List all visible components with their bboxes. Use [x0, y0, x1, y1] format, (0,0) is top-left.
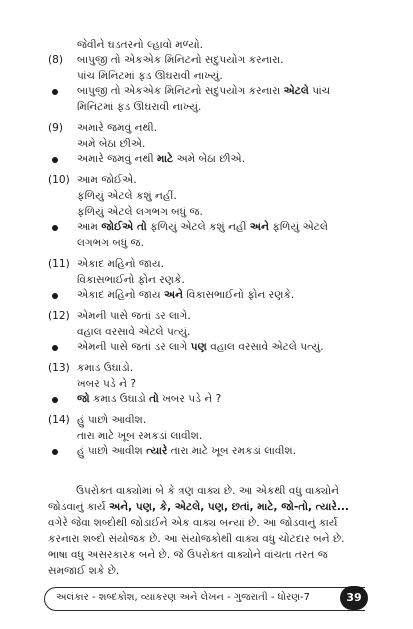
text-line: ફળિયું એટલે લગભગ બધું જ.: [77, 206, 203, 218]
item-number: (14): [48, 414, 70, 426]
connector-word: માટે: [156, 153, 174, 165]
text-line: એમની પાસે જતાં ડર લાગે.: [77, 310, 191, 322]
bullet-icon: [52, 397, 58, 403]
connector-word: ત્યારે: [146, 445, 168, 457]
paragraph-line: ભાષા વધુ અસરકારક બને છે. જે ઉપરોક્ત વાક્યોને વાંચતા તરત જ: [48, 549, 328, 561]
text-line: જેવીને ઘડતરનો લ્હાવો મળ્યો.: [77, 39, 204, 51]
connector-word: જોઈએ તો: [101, 221, 147, 233]
text-line: બાપુજી તો એકએક મિનિટનો સદુપયોગ કરનારા.: [77, 54, 284, 66]
combined-sentence: અમારે જમવું નથી માટે અમે બેઠા છીએ.: [77, 153, 246, 165]
text-line: પાંચ મિનિટમાં ફડ ઊઘરાવી નાખ્યું.: [77, 70, 223, 82]
text-line: ખબર પડે ને ?: [77, 378, 137, 390]
text-line: અમારે જમવું નથી.: [77, 122, 157, 134]
paragraph-line: સમજાઈ શકે છે.: [48, 565, 120, 577]
item-number: (10): [48, 174, 70, 186]
text-line: લગભગ બધું જ.: [77, 237, 144, 249]
item-number: (12): [48, 310, 70, 322]
bullet-icon: [52, 225, 58, 231]
text-line: ફળિયું એટલે કશું નહીં.: [77, 190, 177, 202]
combined-sentence: હું પાછો આવીશ ત્યારે તારા માટે ખૂબ રમકડાં લાવીશ.: [77, 445, 297, 457]
connector-word: તો: [149, 393, 159, 405]
connector-list: અને, પણ, કે, એટલે, પણ, છતાં, માટે, જો-તો, ત્યારે...: [109, 501, 349, 513]
paragraph-line: કરનારા શબ્દો સંયોજક છે. આ સંયોજકોથી વાક્ય વધુ ચોટદાર બને છે.: [48, 533, 345, 545]
item-number: (8): [48, 54, 64, 66]
text-line: વિકાસભાઈનો ફોન રણકે.: [77, 274, 185, 286]
text-line: એકાદ મહિનો જાય.: [77, 258, 164, 270]
paragraph-line: ઉપરોક્ત વાક્યોમાં બે કે ત્રણ વાક્ય છે. આ એકથી વધુ વાક્યોને: [76, 485, 340, 497]
item-number: (9): [48, 122, 64, 134]
paragraph-line: જોડવાનું કાર્ય અને, પણ, કે, એટલે, પણ, છતાં, માટે, જો-તો, ત્યારે...: [48, 501, 349, 513]
connector-word: અને: [249, 221, 269, 233]
connector-word: અને: [164, 289, 184, 301]
combined-sentence: એમની પાસે જતાં ડર લાગે પણ વહાલ વરસાવે એટલે પત્યું.: [77, 341, 324, 353]
bullet-icon: [52, 293, 58, 299]
page-number: 39: [340, 586, 368, 610]
text-line: કમાડ ઉઘાડો.: [77, 362, 134, 374]
connector-word: પણ: [190, 341, 207, 353]
combined-sentence: બાપુજી તો એકએક મિનિટનો સદુપયોગ કરનારા એટલે પાંચ: [77, 85, 331, 97]
bullet-icon: [52, 345, 58, 351]
paragraph-line: વગેરે જેવા શબ્દોથી જોડાઈને એક વાક્ય બન્યાં છે. આ જોડવાનું કાર્ય: [48, 517, 338, 529]
bullet-icon: [52, 157, 58, 163]
combined-sentence: એકાદ મહિનો જાય અને વિકાસભાઈનો ફોન રણકે.: [77, 289, 295, 301]
connector-word: જો: [77, 393, 90, 405]
text-line: આમ જોઈએ.: [77, 174, 137, 186]
text-line: તારા માટે ખૂબ રમકડાં લાવીશ.: [77, 430, 203, 442]
bullet-icon: [52, 89, 58, 95]
combined-sentence: જો કમાડ ઉઘાડો તો ખબર પડે ને ?: [77, 393, 222, 405]
bullet-icon: [52, 449, 58, 455]
item-number: (13): [48, 362, 70, 374]
text-line: હું પાછો આવીશ.: [77, 414, 147, 426]
text-line: અમે બેઠા છીએ.: [77, 138, 146, 150]
item-number: (11): [48, 258, 70, 270]
text-line: વહાલ વરસાવે એટલે પત્યું.: [77, 326, 191, 338]
text-line: મિનિટમાં ફડ ઊઘરાવી નાખ્યું.: [77, 101, 202, 113]
connector-word: એટલે: [283, 85, 309, 97]
combined-sentence: આમ જોઈએ તો ફળિયું એટલે કશું નહીં અને ફળિયું એટલે: [77, 221, 328, 233]
footer-title: અલંકાર - શબ્દકોશ, વ્યાકરણ અને લેખન - ગુજરાતી - ધોરણ-7: [56, 592, 311, 603]
